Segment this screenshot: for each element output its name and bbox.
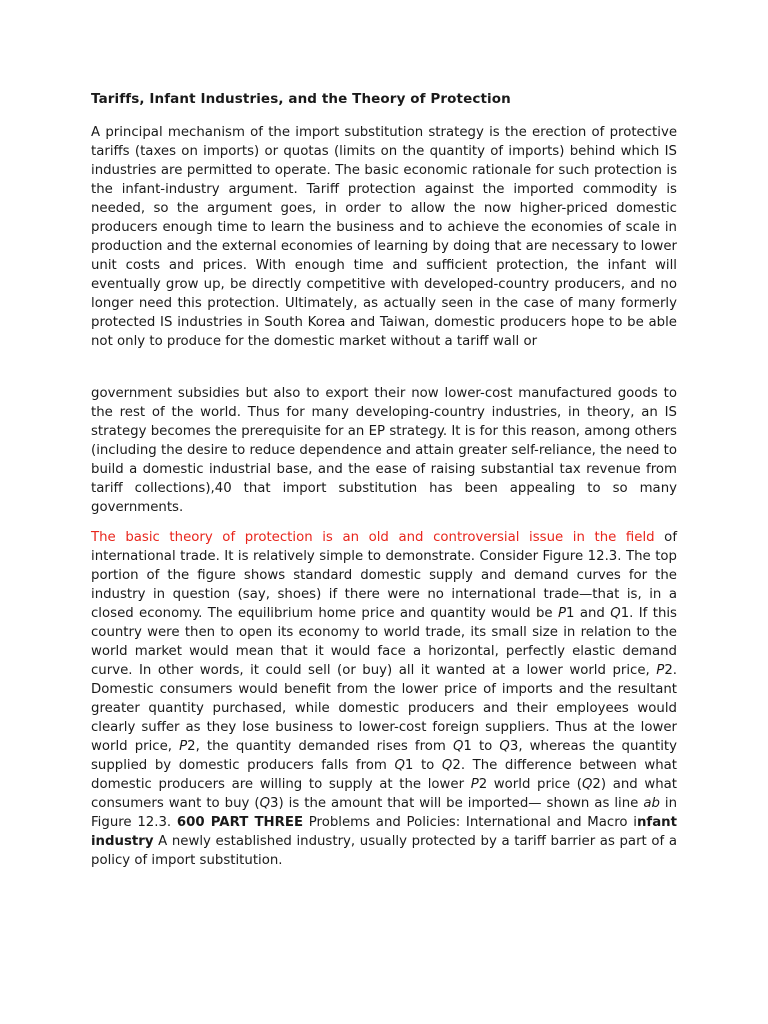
text-run: 3, whereas the quantity supplied by domestic producers falls from (91, 739, 677, 773)
italic-symbol: ab (643, 796, 660, 811)
italic-symbol: Q (452, 739, 464, 754)
italic-symbol: P (179, 739, 188, 754)
highlighted-lead-text: The basic theory of protection is an old and controversial issue in the field (91, 530, 655, 545)
italic-symbol: Q (499, 739, 510, 754)
text-run: 3) is the amount that will be imported— shown as line (270, 796, 644, 811)
text-run: 2) and what consumers want to buy ( (91, 777, 677, 811)
italic-symbol: P (656, 663, 665, 678)
text-run: 2 world price ( (478, 777, 582, 792)
text-run: 2, the quantity demanded rises from (187, 739, 453, 754)
italic-symbol: Q (610, 606, 621, 621)
italic-symbol: Q (581, 777, 593, 792)
italic-symbol: Q (441, 758, 453, 773)
italic-symbol: Q (259, 796, 271, 811)
text-run: of international trade. It is relatively simple to demonstrate. Consider Figure 12.3. The top portion of the figure shows standard domestic supply and demand curves for the industry in question (say, shoes) if there were no international trade—that is, in a closed economy. The equilibrium home price and quantity would be (91, 530, 677, 621)
text-run: 1. If this country were then to open its economy to world trade, its small size in relation to the world market would mean that it would face a horizontal, perfectly elastic demand curve. In other words, it could sell (or buy) all it wanted at a lower world price, (91, 606, 677, 678)
text-run: in Figure 12.3. (91, 796, 677, 830)
italic-symbol: Q (394, 758, 405, 773)
page-part-heading: 600 PART THREE (176, 815, 304, 830)
document-title: Tariffs, Infant Industries, and the Theory of Protection (91, 91, 511, 107)
text-run: 1 and (566, 606, 611, 621)
text-run: 1 to (404, 758, 442, 773)
text-run: Problems and Policies: International and Macro i (303, 815, 637, 830)
text-run: 2. Domestic consumers would benefit from the lower price of imports and the resultant greater quantity purchased, while domestic producers and their employees would clearly suffer as they lose business to lower-cost foreign suppliers. Thus at the lower world price, (91, 663, 677, 754)
text-run: A newly established industry, usually protected by a tariff barrier as part of a policy of import substitution. (91, 834, 677, 868)
text-run: 1 to (463, 739, 500, 754)
italic-symbol: P (470, 777, 479, 792)
text-run: 2. The difference between what domestic producers are willing to supply at the lower (91, 758, 677, 792)
paragraph-2: government subsidies but also to export their now lower-cost manufactured goods to the rest of the world. Thus for many developing-country industries, in theory, an IS strategy becomes the prerequisite for an EP strategy. It is for this reason, among others (including the desire to reduce dependence and attain greater self-reliance, the need to build a domestic industrial base, and the ease of raising substantial tax revenue from tariff collections),40 that import substitution has been appealing to so many governments. (91, 386, 677, 515)
glossary-term: nfant industry (91, 815, 677, 849)
paragraph-1: A principal mechanism of the import substitution strategy is the erection of protective tariffs (taxes on imports) or quotas (limits on the quantity of imports) behind which IS industries are permitted to operate. The basic economic rationale for such protection is the infant-industry argument. Tariff protection against the imported commodity is needed, so the argument goes, in order to allow the now higher-priced domestic producers enough time to learn the business and to achieve the economies of scale in production and the external economies of learning by doing that are necessary to lower unit costs and prices. With enough time and sufficient protection, the infant will eventually grow up, be directly competitive with developed-country producers, and no longer need this protection. Ultimately, as actually seen in the case of many formerly protected IS industries in South Korea and Taiwan, domestic producers hope to be able not only to produce for the domestic market without a tariff wall or (91, 125, 677, 349)
italic-symbol: P (557, 606, 567, 621)
paragraph-3 (91, 528, 677, 870)
